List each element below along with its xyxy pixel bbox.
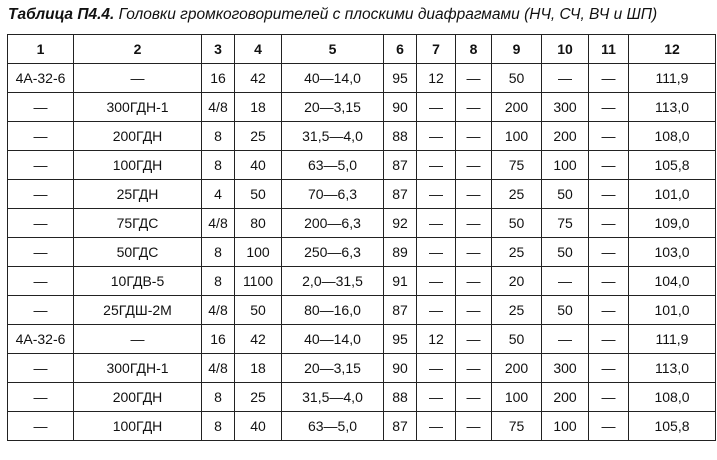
- table-cell: 95: [384, 64, 417, 93]
- table-cell: —: [8, 209, 74, 238]
- table-cell: 200ГДН: [74, 122, 202, 151]
- table-cell: —: [74, 64, 202, 93]
- table-cell: —: [417, 354, 456, 383]
- table-cell: 12: [417, 325, 456, 354]
- table-cell: 300: [542, 93, 589, 122]
- table-cell: 91: [384, 267, 417, 296]
- table-cell: —: [456, 267, 492, 296]
- table-cell: 10ГДВ-5: [74, 267, 202, 296]
- table-row: [8, 64, 716, 93]
- table-row: [8, 93, 716, 122]
- header-row: [8, 35, 716, 64]
- table-cell: 80: [235, 209, 282, 238]
- table-cell: —: [417, 412, 456, 441]
- table-cell: 4/8: [202, 296, 235, 325]
- table-cell: 8: [202, 412, 235, 441]
- table-cell: —: [589, 209, 629, 238]
- table-cell: 50: [492, 64, 542, 93]
- table-cell: 4/8: [202, 93, 235, 122]
- table-cell: 92: [384, 209, 417, 238]
- table-cell: 113,0: [629, 93, 716, 122]
- table-cell: —: [456, 209, 492, 238]
- table-cell: 8: [202, 383, 235, 412]
- table-cell: 2,0—31,5: [282, 267, 384, 296]
- table-cell: 4А-32-6: [8, 325, 74, 354]
- table-cell: 88: [384, 122, 417, 151]
- table-row: [8, 296, 716, 325]
- table-cell: 111,9: [629, 325, 716, 354]
- table-cell: 8: [202, 238, 235, 267]
- table-cell: 50: [235, 180, 282, 209]
- table-cell: 50: [235, 296, 282, 325]
- table-cell: 40—14,0: [282, 325, 384, 354]
- table-cell: 87: [384, 151, 417, 180]
- table-title: Головки громкоговорителей с плоскими диафрагмами (НЧ, СЧ, ВЧ и ШП): [118, 6, 658, 23]
- table-cell: 4А-32-6: [8, 64, 74, 93]
- table-cell: —: [417, 383, 456, 412]
- table-cell: —: [417, 238, 456, 267]
- table-cell: —: [8, 354, 74, 383]
- table-row: [8, 267, 716, 296]
- table-cell: 70—6,3: [282, 180, 384, 209]
- table-cell: 25: [492, 296, 542, 325]
- header-cell: 10: [542, 35, 589, 64]
- table-cell: 101,0: [629, 296, 716, 325]
- header-cell: 9: [492, 35, 542, 64]
- table-cell: 300ГДН-1: [74, 354, 202, 383]
- table-row: [8, 151, 716, 180]
- table-cell: —: [8, 180, 74, 209]
- table-cell: —: [8, 122, 74, 151]
- header-cell: 7: [417, 35, 456, 64]
- table-cell: —: [589, 151, 629, 180]
- table-cell: 20—3,15: [282, 354, 384, 383]
- table-cell: 200—6,3: [282, 209, 384, 238]
- table-cell: 101,0: [629, 180, 716, 209]
- header-cell: 5: [282, 35, 384, 64]
- table-cell: 100: [542, 151, 589, 180]
- table-cell: —: [417, 151, 456, 180]
- table-cell: 4: [202, 180, 235, 209]
- table-caption: [8, 2, 657, 28]
- table-cell: 4/8: [202, 354, 235, 383]
- table-cell: 90: [384, 93, 417, 122]
- table-cell: 88: [384, 383, 417, 412]
- table-cell: 104,0: [629, 267, 716, 296]
- table-cell: 31,5—4,0: [282, 383, 384, 412]
- table-number: Таблица П4.4.: [8, 6, 115, 23]
- table-cell: 105,8: [629, 151, 716, 180]
- header-cell: 8: [456, 35, 492, 64]
- table-cell: 200: [542, 383, 589, 412]
- table-row: [8, 180, 716, 209]
- table-cell: 42: [235, 64, 282, 93]
- table-cell: 18: [235, 93, 282, 122]
- table-cell: 100: [235, 238, 282, 267]
- table-cell: 40: [235, 151, 282, 180]
- table-cell: 87: [384, 180, 417, 209]
- table-cell: —: [417, 296, 456, 325]
- table-cell: —: [8, 93, 74, 122]
- table-cell: 108,0: [629, 122, 716, 151]
- table-cell: 75: [492, 412, 542, 441]
- table-cell: 87: [384, 296, 417, 325]
- table-cell: —: [417, 267, 456, 296]
- table-cell: 20—3,15: [282, 93, 384, 122]
- header-cell: 12: [629, 35, 716, 64]
- table-cell: 63—5,0: [282, 151, 384, 180]
- table-cell: 31,5—4,0: [282, 122, 384, 151]
- table-cell: 4/8: [202, 209, 235, 238]
- table-cell: 87: [384, 412, 417, 441]
- table-cell: —: [456, 151, 492, 180]
- table-cell: —: [8, 412, 74, 441]
- table-cell: —: [8, 383, 74, 412]
- table-cell: —: [456, 383, 492, 412]
- table-cell: 25ГДШ-2М: [74, 296, 202, 325]
- table-cell: —: [8, 238, 74, 267]
- table-row: [8, 354, 716, 383]
- table-cell: 20: [492, 267, 542, 296]
- table-cell: —: [417, 93, 456, 122]
- table-cell: —: [417, 209, 456, 238]
- table-cell: 200ГДН: [74, 383, 202, 412]
- table-row: [8, 383, 716, 412]
- table-cell: 111,9: [629, 64, 716, 93]
- table-cell: 8: [202, 267, 235, 296]
- header-cell: 4: [235, 35, 282, 64]
- table-cell: 50: [492, 209, 542, 238]
- table-cell: 89: [384, 238, 417, 267]
- table-cell: 50: [542, 180, 589, 209]
- table-cell: 25: [492, 180, 542, 209]
- table-cell: 25ГДН: [74, 180, 202, 209]
- table-cell: 90: [384, 354, 417, 383]
- table-cell: 100: [492, 383, 542, 412]
- header-cell: 3: [202, 35, 235, 64]
- table-cell: 109,0: [629, 209, 716, 238]
- table-cell: 100: [492, 122, 542, 151]
- table-cell: 105,8: [629, 412, 716, 441]
- table-cell: 8: [202, 122, 235, 151]
- table-cell: 25: [235, 122, 282, 151]
- table-cell: 95: [384, 325, 417, 354]
- table-cell: 50: [542, 296, 589, 325]
- table-cell: —: [456, 180, 492, 209]
- table-cell: —: [589, 180, 629, 209]
- table-cell: —: [74, 325, 202, 354]
- table-cell: —: [589, 325, 629, 354]
- header-cell: 1: [8, 35, 74, 64]
- table-cell: 16: [202, 325, 235, 354]
- table-cell: 40: [235, 412, 282, 441]
- table-cell: 200: [492, 93, 542, 122]
- table-cell: 300: [542, 354, 589, 383]
- table-cell: —: [417, 180, 456, 209]
- table-cell: 63—5,0: [282, 412, 384, 441]
- table-cell: 42: [235, 325, 282, 354]
- table-cell: —: [589, 122, 629, 151]
- table-cell: —: [589, 296, 629, 325]
- table-cell: —: [589, 238, 629, 267]
- table-cell: —: [456, 412, 492, 441]
- table-row: [8, 209, 716, 238]
- table-cell: 8: [202, 151, 235, 180]
- table-row: [8, 412, 716, 441]
- table-cell: 50: [542, 238, 589, 267]
- table-cell: —: [456, 122, 492, 151]
- table-cell: —: [8, 267, 74, 296]
- table-cell: —: [542, 267, 589, 296]
- table-cell: 40—14,0: [282, 64, 384, 93]
- table-cell: —: [456, 64, 492, 93]
- table-cell: 200: [542, 122, 589, 151]
- table-cell: —: [456, 296, 492, 325]
- table-row: [8, 238, 716, 267]
- table-cell: 300ГДН-1: [74, 93, 202, 122]
- table-cell: 50ГДС: [74, 238, 202, 267]
- table-body: [8, 64, 716, 441]
- header-cell: 2: [74, 35, 202, 64]
- table-cell: —: [456, 238, 492, 267]
- table-cell: —: [589, 93, 629, 122]
- table-cell: 250—6,3: [282, 238, 384, 267]
- table-cell: 100ГДН: [74, 412, 202, 441]
- table-cell: 12: [417, 64, 456, 93]
- table-cell: —: [589, 267, 629, 296]
- table-cell: —: [456, 93, 492, 122]
- speaker-table: [7, 34, 716, 441]
- table-cell: —: [542, 325, 589, 354]
- table-cell: —: [417, 122, 456, 151]
- table-cell: —: [542, 64, 589, 93]
- table-cell: 100ГДН: [74, 151, 202, 180]
- table-cell: 75: [542, 209, 589, 238]
- table-cell: 18: [235, 354, 282, 383]
- table-row: [8, 325, 716, 354]
- table-cell: 50: [492, 325, 542, 354]
- table-cell: 16: [202, 64, 235, 93]
- table-cell: 25: [492, 238, 542, 267]
- table-cell: 108,0: [629, 383, 716, 412]
- table-cell: 200: [492, 354, 542, 383]
- table-cell: 75ГДС: [74, 209, 202, 238]
- table-cell: 25: [235, 383, 282, 412]
- header-cell: 11: [589, 35, 629, 64]
- table-cell: —: [8, 296, 74, 325]
- table-cell: 1100: [235, 267, 282, 296]
- table-cell: —: [456, 354, 492, 383]
- table-cell: —: [589, 64, 629, 93]
- table-cell: —: [589, 354, 629, 383]
- table-cell: —: [589, 383, 629, 412]
- table-cell: 75: [492, 151, 542, 180]
- table-cell: —: [589, 412, 629, 441]
- table-cell: 80—16,0: [282, 296, 384, 325]
- table-cell: 100: [542, 412, 589, 441]
- header-cell: 6: [384, 35, 417, 64]
- table-cell: 113,0: [629, 354, 716, 383]
- table-cell: —: [8, 151, 74, 180]
- table-cell: 103,0: [629, 238, 716, 267]
- table-row: [8, 122, 716, 151]
- table-cell: —: [456, 325, 492, 354]
